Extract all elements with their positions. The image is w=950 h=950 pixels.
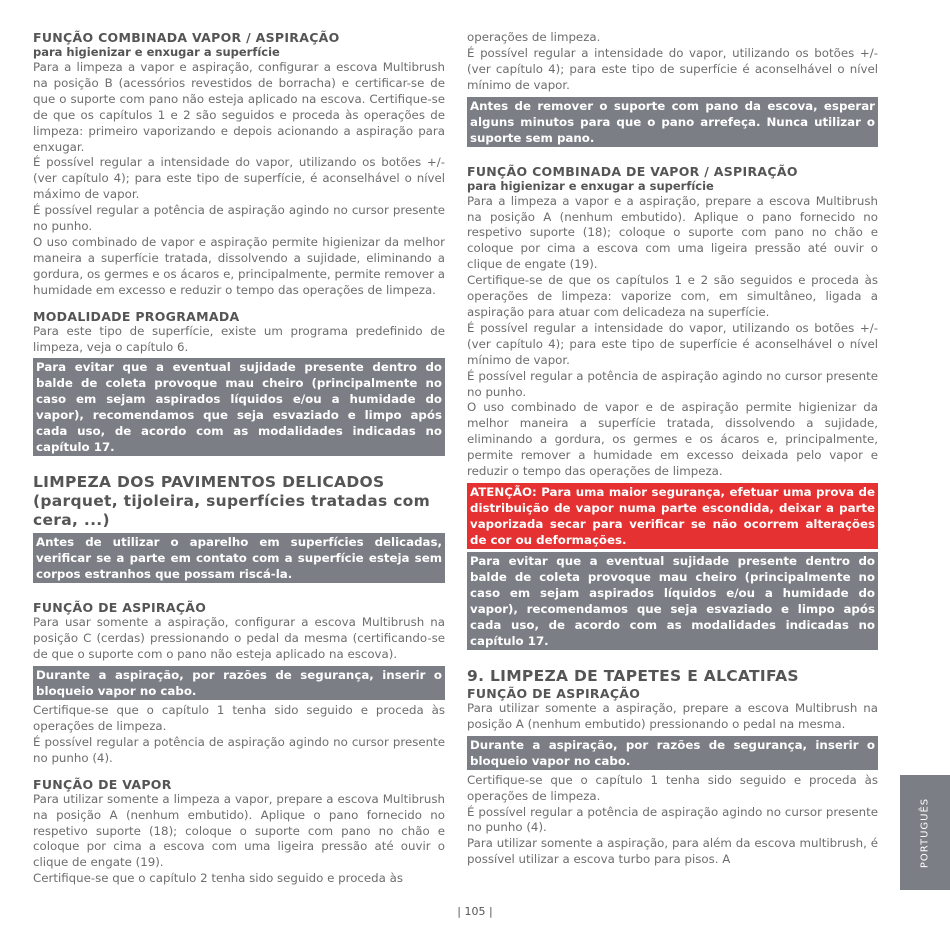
warning-box: ATENÇÃO: Para uma maior segurança, efetuar uma prova de distribuição de vapor numa parte escondida, deixar a parte vaporizada secar para verificar se não ocorrem alterações de cor ou deformações.: [467, 483, 878, 549]
chapter-heading: 9. LIMPEZA DE TAPETES E ALCATIFAS: [467, 666, 799, 685]
paragraph: É possível regular a potência de aspiração agindo no cursor presente no punho (4).: [467, 804, 878, 835]
section-heading: MODALIDADE PROGRAMADA: [33, 308, 240, 324]
section-heading: FUNÇÃO COMBINADA VAPOR / ASPIRAÇÃO: [33, 30, 340, 45]
note-box: Durante a aspiração, por razões de segurança, inserir o bloqueio vapor no cabo.: [467, 736, 878, 770]
paragraph: Para utilizar somente a aspiração, prepare a escova Multibrush na posição A (nenhum embutido) pressionando o pedal na mesma.: [467, 700, 878, 731]
paragraph: Certifique-se que o capítulo 1 tenha sido seguido e proceda às operações de limpeza.: [33, 703, 445, 734]
section-heading: FUNÇÃO DE VAPOR: [33, 776, 172, 792]
page-number: | 105 |: [457, 905, 493, 918]
paragraph: Certifique-se que o capítulo 1 tenha sido seguido e proceda às operações de limpeza.: [467, 772, 878, 803]
paragraph: É possível regular a potência de aspiração agindo no cursor presente no punho.: [33, 203, 445, 234]
paragraph: Certifique-se de que os capítulos 1 e 2 são seguidos e proceda às operações de limpeza: vaporize com, em simultâneo, ligada a aspiração para atuar com delicadeza na superfície.: [467, 273, 878, 319]
chapter-subheading: (parquet, tijoleira, superfícies tratadas com cera, ...): [33, 492, 431, 530]
paragraph: Para utilizar somente a limpeza a vapor, prepare a escova Multibrush na posição A (nenhum embutido). Aplique o pano fornecido no respetivo suporte (18); coloque o suporte com pano no chão e coloque por cima a escova com uma ligeira pressão até ouvir o clique de engate (19).: [33, 791, 445, 870]
paragraph: Para a limpeza a vapor e a aspiração, prepare a escova Multibrush na posição A (nenhum embutido). Aplique o pano fornecido no respetivo suporte (18); coloque o suporte com pano no chão e coloque por cima a escova com uma ligeira pressão até ouvir o clique de engate (19).: [467, 193, 878, 272]
section-subheading: para higienizar e enxugar a superfície: [33, 45, 280, 59]
note-box: Para evitar que a eventual sujidade presente dentro do balde de coleta provoque mau cheiro (principalmente no caso em sejam aspirados líquidos e/ou a humidade do vapor), recomendamos que seja esvaziado e limpo após cada uso, de acordo com as modalidades indicadas no capítulo 17.: [33, 358, 445, 456]
note-box: Antes de remover o suporte com pano da escova, esperar alguns minutos para que o pano arrefeça. Nunca utilizar o suporte sem pano.: [467, 97, 878, 147]
paragraph: operações de limpeza.: [467, 30, 601, 44]
paragraph: O uso combinado de vapor e aspiração permite higienizar da melhor maneira a superfície tratada, dissolvendo a sujidade, eliminando a gordura, os germes e os ácaros e, principalmente, permite remover a humidade em excesso e reduzir o tempo das operações de limpeza.: [33, 234, 445, 297]
paragraph: É possível regular a intensidade do vapor, utilizando os botões +/- (ver capítulo 4); para este tipo de superfície é aconselhável o nível mínimo de vapor.: [467, 320, 878, 367]
paragraph: É possível regular a intensidade do vapor, utilizando os botões +/- (ver capítulo 4); para este tipo de superfície, é aconselhável o nível máximo de vapor.: [33, 155, 445, 202]
note-box: Antes de utilizar o aparelho em superfícies delicadas, verificar se a parte em contato com a superfície esteja sem corpos estranhos que possam riscá-la.: [33, 533, 445, 583]
note-box: Durante a aspiração, por razões de segurança, inserir o bloqueio vapor no cabo.: [33, 666, 445, 700]
paragraph: É possível regular a potência de aspiração agindo no cursor presente no punho (4).: [33, 734, 445, 765]
left-column: [33, 30, 445, 887]
right-column: [467, 30, 878, 868]
paragraph: Para usar somente a aspiração, configurar a escova Multibrush na posição C (cerdas) pressionando o pedal da mesma (certificando-se de que o suporte com o pano não esteja aplicado na escova).: [33, 615, 445, 662]
section-subheading: para higienizar e enxugar a superfície: [467, 178, 714, 193]
paragraph: Certifique-se que o capítulo 2 tenha sido seguido e proceda às: [33, 871, 404, 886]
paragraph: Para utilizar somente a aspiração, para além da escova multibrush, é possível utilizar a escova turbo para pisos. A: [467, 836, 878, 867]
section-heading: FUNÇÃO COMBINADA DE VAPOR / ASPIRAÇÃO: [467, 163, 798, 179]
paragraph: Para a limpeza a vapor e aspiração, configurar a escova Multibrush na posição B (acessórios revestidos de borracha) e certificar-se de que o suporte com pano não esteja aplicado na escova. Certifique-se de que os capítulos 1 e 2 são seguidos e proceda às operações de limpeza: primeiro vaporizando e depois acionando a aspiração para enxugar.: [33, 60, 445, 154]
language-tab: [900, 775, 950, 890]
paragraph: Para este tipo de superfície, existe um programa predefinido de limpeza, veja o capítulo 6.: [33, 323, 445, 354]
paragraph: É possível regular a potência de aspiração agindo no cursor presente no punho.: [467, 368, 878, 399]
chapter-heading: LIMPEZA DOS PAVIMENTOS DELICADOS: [33, 473, 385, 492]
paragraph: O uso combinado de vapor e de aspiração permite higienizar da melhor maneira a superfície tratada, dissolvendo a sujidade, eliminando a gordura, os germes e os ácaros e, principalmente, permite remover a humidade em excesso deixada pelo vapor e reduzir o tempo das operações de limpeza.: [467, 400, 878, 479]
language-label: PORTUGUÊS: [919, 797, 931, 868]
note-box: Para evitar que a eventual sujidade presente dentro do balde de coleta provoque mau cheiro (principalmente no caso em sejam aspirados líquidos e/ou a humidade do vapor), recomendamos que seja esvaziado e limpo após cada uso, de acordo com as modalidades indicadas no capítulo 17.: [467, 552, 878, 650]
paragraph: É possível regular a intensidade do vapor, utilizando os botões +/- (ver capítulo 4); para este tipo de superfície é aconselhável o nível mínimo de vapor.: [467, 45, 878, 92]
section-heading: FUNÇÃO DE ASPIRAÇÃO: [467, 685, 641, 701]
section-heading: FUNÇÃO DE ASPIRAÇÃO: [33, 600, 207, 616]
